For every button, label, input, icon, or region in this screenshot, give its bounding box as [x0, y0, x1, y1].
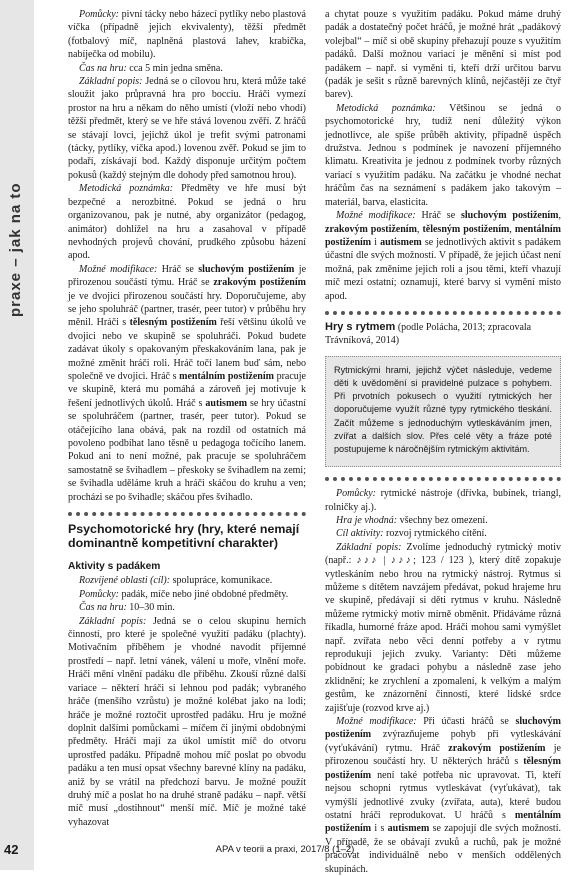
italic-label: Základní popis: — [79, 76, 143, 88]
italic-label: Možné modifikace: — [336, 716, 417, 728]
text-run: 10–30 min. — [126, 602, 175, 614]
bold-term: mentálním postižením — [179, 370, 274, 382]
text-run: všechny bez omezení. — [397, 514, 488, 526]
text-run: Zvolíme jednoduchý rytmický motiv (např.: ♪♪♪ | ♪♪♪; 123 / 123 ), který dítě zopakuje vytleskáním nebo hrou na rytmický nástroj. Rytmus si můžeme s dítětem navzájem předávat, pokud hrajeme hru ve skupině, předávají si děti rytmus v kruhu. Následně můžeme rytmický motiv mírně obměnit. Přidáváme různá říkadla, humorné fráze apod. Hráči mohou sami vymýšlet např. zvířata nebo věci denní potřeby a v rytmu reprodukují jejich zvuky. Varianty: Děti můžeme pobídnout ke gradaci pohybu a následně zase jeho zklidnění; ke zrychlení a zpomalení, k velkým a malým gestům, ke znázornění činností, které lidské srdce zajišťuje (rozvod krve aj.) — [325, 541, 561, 714]
text-run: , — [558, 210, 561, 222]
text-run: zvýrazňujeme pohyb při vytleskávání (vyťukávání) rytmu. Hráč — [325, 729, 561, 754]
bold-term: mentálním postižením — [325, 223, 561, 248]
paragraph-basic-description — [68, 75, 306, 182]
text-run: i — [371, 236, 381, 248]
italic-label: Čas na hru: — [79, 62, 127, 74]
dotted-divider — [325, 311, 561, 315]
text-run: rytmické nástroje (dřívka, bubínek, triangl, rolničky aj.). — [325, 488, 561, 513]
text-run: i s — [371, 823, 388, 835]
bold-term: sluchovým postižením — [325, 716, 561, 741]
paragraph-rhythm-aids — [325, 487, 561, 514]
text-run: je ve dvojici přirozenou součástí hry. Doporučujeme, aby se jeho spoluhráč (partner, trasér, peer tutor) v průběhu hry měnil. Hráči s — [68, 290, 306, 329]
paragraph-modifications — [68, 263, 306, 504]
text-run: Jedná se o celou skupinu herních činností, pro které je společné využití padáku (plachty). Motivačním příběhem je vhodné navodit příjemné prostředí – např. letní vánek, válení u moře, vlnění moře. Hráči mění vlnění padáku dle příběhu. Zkouší různé další variace – některí hráči si lehnou pod padák; vybraného hráče (menšího vzrůstu) je možné kolébat jako na lodi; hráče je možné roztočit uprostřed padáku. Hru je možné doplnit dalšími pomůckami – míčem či jinými obdobnými předměty. Hráči mají za úkol umístit míč do otvoru uprostřed padáku. Případně mohou míč poslat po obvodu padáku a ten musí opsat všechny barevné klíny na padáku, aniž by se vrátil na předchozí barvu. Je možné použít druhý míč a poslat ho na druhé straně padáku – např. větší míč musí „dostihnout“ menší míč. Míč je možné také vyhazovat — [68, 615, 306, 828]
bold-term: tělesným postižením — [325, 756, 561, 781]
text-run: rozvoj rytmického cítění. — [383, 528, 487, 540]
italic-label: Možné modifikace: — [336, 210, 416, 222]
text-run: pracuje ve skupině, která mu pomáhá a zároveň jej motivuje k řešení jednotlivých úkolů. Hráč s — [68, 370, 306, 409]
paragraph-parachute-continued — [325, 8, 561, 102]
text-run: a chytat pouze s využitím padáku. Pokud máme druhý padák a dostatečný počet hráčů, je možné hrát „padákový volejbal“ – míč si obě skupiny přehazují pouze s využitím padáků. Další možnou variací je měnění si míst pod padákem – např. si vyměni ti, kteří drží určitou barvu (padák je sešit s různě barevných klínů, nejčastěji ze čtyř barev). — [325, 9, 561, 101]
paragraph-method-note — [68, 182, 306, 262]
dotted-divider — [325, 477, 561, 481]
paragraph-modifications-parachute — [325, 209, 561, 303]
journal-citation: APA v teorii a praxi, 2017/8 (1–2) — [215, 844, 355, 855]
bold-term: zrakovým postižením — [448, 742, 546, 754]
text-run: Jedná se o cílovou hru, která může také sloužit jako průpravná hra pro bocciu. Hráči vymezí prostor na hru a někam do něho umístí (vloží nebo vhodí) těžší předmět, který se ve hře stává lovenou zvěří. Z hráčů se stávají lovci, jejichž úkol je trefit svými patronami (tácky, pytlíky, víčka apod.) lovenou zvěř. Pokud se jim to podaří, získávají bod. Každý disponuje určitým počtem pokusů (každý stejným dle dohody před samotnou hrou). — [68, 76, 306, 181]
text-run: Hráč se — [157, 263, 199, 275]
text-run: Většinou se jedná o psychomotorické hry, tudíž není důležitý výkon jednotlivce, ale spíše průběh aktivity, případně úspěch družstva. Jednou s podmínek je navození příjemného klimatu. Kreativita je jednou z podmínek tvorby různých variací s využitím padáku. Na začátku je vhodné nechat hráčům čas na seznámení s padákem jako takovým – materiál, barva, elasticita. — [325, 102, 561, 208]
paragraph-aids-parachute — [68, 588, 306, 601]
bold-term: tělesným postižením — [422, 223, 510, 235]
text-run: Hráč se — [415, 210, 461, 222]
rhythm-games-heading — [325, 321, 561, 348]
text-run: není také potřeba nic upravovat. Ti, kteří nejsou schopni rytmus vytleskávat (vyťukávat), tak vymýšlí jednotlivé zvuky (zvířata, auta), které budou ostatní hráči reprodukovat. U hráčů s — [325, 769, 561, 821]
rhythm-games-title: Hry s rytmem — [325, 320, 396, 333]
text-run: cca 5 min jedna směna. — [126, 62, 223, 74]
bold-term: tělesným postižením — [129, 317, 217, 329]
text-run: spolupráce, komunikace. — [170, 575, 273, 587]
paragraph-time — [68, 62, 306, 75]
section-title: Psychomotorické hry (hry, které nemají dominantně kompetitivní charakter) — [68, 522, 300, 551]
page-number: 42 — [4, 842, 19, 857]
text-run: je přirozenou součástí hry. U některých hráčů s — [325, 742, 561, 768]
paragraph-aids — [68, 8, 306, 62]
text-run: Předměty ve hře musí být bezpečné a nerozbitné. Pokud se jedná o hru organizovanou, pak je nutné, aby organizátor (pedagog, animátor) dohlížel na hru a zasahoval v případě nevhodných projevů chování, prudkého způsobu házení apod. — [68, 183, 306, 262]
paragraph-rhythm-description — [325, 541, 561, 715]
bold-term: zrakovým postižením — [213, 277, 306, 289]
paragraph-activity-goal — [325, 527, 561, 540]
text-run: padák, míče nebo jiné obdobné předměty. — [118, 588, 289, 600]
italic-label: Čas na hru: — [79, 602, 127, 614]
text-run: se jednotlivých aktivit s padákem účastní dle svých možností. V případě, že jejich účast není možná, pak změníme jejich roli a jsou těmi, kteří vhazují míč mezi ostatní; oznamují, které barvy si vymění místo apod. — [325, 236, 562, 302]
italic-label: Pomůcky: — [79, 9, 119, 20]
subsection-title: Aktivity s padákem — [68, 561, 161, 573]
bold-term: mentálním postižením — [325, 809, 561, 835]
italic-label: Hra je vhodná: — [336, 514, 398, 526]
italic-label: Možné modifikace: — [79, 263, 158, 275]
italic-label: Metodická poznámka: — [336, 102, 436, 114]
italic-label: Pomůcky: — [336, 488, 376, 500]
left-column — [68, 8, 306, 829]
text-run: se hry účastní se spoluhráčem (partner, trasér, peer tutor). Pokud se otáčejícího lana obává, pak na rozdíl od ostatních má povoleno podbíhat lano těsně u pedagoga točícího lanem. Pokud ani to není možné, pak pracuje se spoluhráčem samostatně se švihadlem – přeskoky se švihadlem na zemi; se švihadla uděláme kruh a hráči skáčou do kruhu a ven; procházi se po švihadle; skáčou přes švihadlo. — [68, 397, 306, 503]
text-run: pivní tácky nebo házecí pytlíky nebo plastová víčka (případně jejich ekvivalenty), těžší předmět (fotbalový míč, naplněná plastová lahev, krabička, nabíječka od mobilu). — [68, 9, 306, 61]
text-run: Při účasti hráčů se — [416, 716, 516, 728]
bold-term: sluchovým postižením — [198, 263, 295, 275]
section-label: praxe – jak na to — [7, 182, 24, 317]
paragraph-goal — [68, 574, 306, 587]
dotted-divider — [68, 512, 306, 516]
text-run: , — [509, 223, 515, 235]
bold-term: autismem — [380, 236, 422, 248]
paragraph-parachute-description — [68, 615, 306, 830]
italic-label: Pomůcky: — [79, 588, 119, 600]
bold-term: autismem — [205, 397, 248, 409]
text-run: , — [416, 223, 423, 235]
italic-label: Metodická poznámka: — [79, 183, 174, 195]
sidebar-band — [0, 0, 34, 870]
bold-term: zrakovým postižením — [325, 223, 417, 235]
italic-label: Základní popis: — [79, 615, 147, 627]
paragraph-suitable-for — [325, 514, 561, 527]
text-run: je přirozenou součástí týmu. Hráč se — [68, 263, 307, 289]
text-run: řeší většinu úkolů ve dvojici nebo ve skupině se spoluhráči. Pokud budete zadávat úkoly s opakovaným přeskakováním lana, pak je možné změnit hráči roli. Hráč točí lanem buď sám, nebo společně ve dvojici. Hráč s — [68, 317, 306, 382]
italic-label: Základní popis: — [336, 541, 402, 553]
italic-label: Cíl aktivity: — [336, 528, 384, 540]
bold-term: autismem — [387, 823, 430, 835]
right-column — [325, 8, 561, 876]
text-run: se zapojují dle svých možností. V případě, že se obávají zvuků a ruchů, pak je možné pracovat individuálně nebo v menších oddělených skupinách. — [325, 823, 561, 875]
paragraph-method-note-parachute — [325, 102, 561, 209]
rhythm-games-source: (podle Polácha, 2013; zpracovala Trávníková, 2014) — [325, 321, 532, 347]
italic-label: Rozvíjené oblasti (cíl): — [79, 575, 171, 587]
info-box: Rytmickými hrami, jejichž výčet následuje, vedeme děti k uvědomění si pravidelné pulzace s pohybem. Při prvotních pokusech o využití rytmických her doporučujeme využít různé typy rytmického tleskání. Začít můžeme s jednoduchým vytleskáváním jmen, zvířat a dalších slov. Přes celé věty a fráze poté postupujeme k náročnějším rytmickým aktivitám. — [325, 356, 561, 467]
bold-term: sluchovým postižením — [460, 210, 559, 222]
paragraph-time-parachute — [68, 601, 306, 614]
